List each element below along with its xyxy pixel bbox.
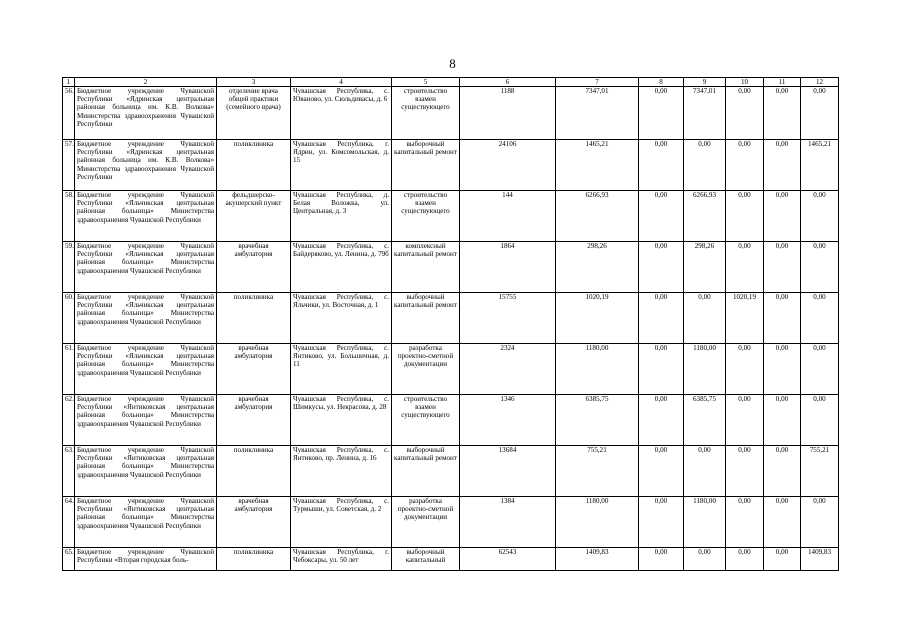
row-number: 64. [63, 497, 75, 548]
total-value: 755,21 [556, 446, 639, 497]
facility-type: поликлиника [217, 140, 291, 191]
value-col-12: 0,00 [801, 242, 839, 293]
work-type: разработка проектно-сметной документации [392, 344, 460, 395]
institution-name: Бюджетное учреждение Чувашской Республики «Яльчикская центральная районная больница» Министерства здравоохранения Чувашской Республики [75, 344, 217, 395]
header-row [63, 78, 839, 87]
row-number: 57. [63, 140, 75, 191]
value-col-9: 0,00 [684, 293, 726, 344]
header-cell: 12 [801, 78, 839, 87]
value-col-10: 0,00 [726, 191, 764, 242]
area-value: 1384 [460, 497, 556, 548]
institution-name: Бюджетное учреждение Чувашской Республики «Янтиковская центральная районная больница» Министерства здравоохранения Чувашской Республики [75, 497, 217, 548]
row-number: 59. [63, 242, 75, 293]
value-col-8: 0,00 [639, 87, 684, 140]
facility-type: врачебная амбулатория [217, 497, 291, 548]
value-col-11: 0,00 [764, 344, 801, 395]
table-row [63, 191, 839, 242]
header-cell: 3 [217, 78, 291, 87]
facility-address: Чувашская Республика, д. Белая Воложка, ул. Центральная, д. 3 [291, 191, 392, 242]
value-col-10: 0,00 [726, 344, 764, 395]
facility-address: Чувашская Республика, с. Яльчики, ул. Восточная, д. 1 [291, 293, 392, 344]
facility-type: отделение врача общей практики (семейного врача) [217, 87, 291, 140]
facility-address: Чувашская Республика, с. Шимкусы, ул. Некрасова, д. 28 [291, 395, 392, 446]
page-number: 8 [449, 56, 456, 71]
header-cell: 11 [764, 78, 801, 87]
table-row [63, 344, 839, 395]
value-col-11: 0,00 [764, 548, 801, 571]
total-value: 1180,00 [556, 344, 639, 395]
area-value: 1346 [460, 395, 556, 446]
work-type: выборочный капитальный ремонт [392, 293, 460, 344]
value-col-10: 0,00 [726, 140, 764, 191]
value-col-10: 0,00 [726, 395, 764, 446]
row-number: 61. [63, 344, 75, 395]
header-cell: 5 [392, 78, 460, 87]
value-col-9: 298,26 [684, 242, 726, 293]
facility-address: Чувашская Республика, г. Чебоксары, ул. 50 лет [291, 548, 392, 571]
table-row [63, 140, 839, 191]
facility-address: Чувашская Республика, г. Ядрин, ул. Комсомольская, д. 15 [291, 140, 392, 191]
area-value: 1864 [460, 242, 556, 293]
total-value: 6266,93 [556, 191, 639, 242]
work-type: комплексный капитальный ремонт [392, 242, 460, 293]
table-row [63, 497, 839, 548]
value-col-9: 0,00 [684, 140, 726, 191]
work-type: разработка проектно-сметной документации [392, 497, 460, 548]
facility-type: фельдшерско-акушерский пункт [217, 191, 291, 242]
area-value: 13684 [460, 446, 556, 497]
header-cell: 10 [726, 78, 764, 87]
area-value: 62543 [460, 548, 556, 571]
table-row [63, 293, 839, 344]
table-row [63, 446, 839, 497]
area-value: 1188 [460, 87, 556, 140]
work-type: выборочный капитальный [392, 548, 460, 571]
total-value: 1020,19 [556, 293, 639, 344]
value-col-10: 0,00 [726, 548, 764, 571]
value-col-9: 0,00 [684, 548, 726, 571]
table-body [63, 87, 839, 571]
value-col-10: 0,00 [726, 242, 764, 293]
value-col-9: 6385,75 [684, 395, 726, 446]
value-col-11: 0,00 [764, 395, 801, 446]
work-type: строительство взамен существующего [392, 395, 460, 446]
value-col-10: 0,00 [726, 497, 764, 548]
value-col-9: 7347,01 [684, 87, 726, 140]
total-value: 1465,21 [556, 140, 639, 191]
value-col-11: 0,00 [764, 446, 801, 497]
value-col-12: 0,00 [801, 293, 839, 344]
value-col-8: 0,00 [639, 191, 684, 242]
work-type: выборочный капитальный ремонт [392, 446, 460, 497]
institution-name: Бюджетное учреждение Чувашской Республики «Яльчикская центральная районная больница» Министерства здравоохранения Чувашской Республики [75, 191, 217, 242]
area-value: 144 [460, 191, 556, 242]
value-col-12: 0,00 [801, 344, 839, 395]
facility-address: Чувашская Республика, с. Турмыши, ул. Советская, д. 2 [291, 497, 392, 548]
value-col-11: 0,00 [764, 242, 801, 293]
value-col-8: 0,00 [639, 548, 684, 571]
value-col-11: 0,00 [764, 140, 801, 191]
value-col-12: 1409,83 [801, 548, 839, 571]
data-table [62, 77, 839, 571]
value-col-9: 1180,00 [684, 497, 726, 548]
header-cell: 7 [556, 78, 639, 87]
header-cell: 4 [291, 78, 392, 87]
header-cell: 1 [63, 78, 75, 87]
institution-name: Бюджетное учреждение Чувашской Республики «Ядринская центральная районная больница им. К.В. Волкова» Министерства здравоохранения Чувашской Республики [75, 140, 217, 191]
facility-type: поликлиника [217, 446, 291, 497]
value-col-9: 1180,00 [684, 344, 726, 395]
value-col-10: 1020,19 [726, 293, 764, 344]
value-col-12: 0,00 [801, 395, 839, 446]
facility-address: Чувашская Республика, с. Янтиково, ул. Большичная, д. 11 [291, 344, 392, 395]
row-number: 62. [63, 395, 75, 446]
header-cell: 2 [75, 78, 217, 87]
facility-type: поликлиника [217, 293, 291, 344]
total-value: 298,26 [556, 242, 639, 293]
institution-name: Бюджетное учреждение Чувашской Республики «Яльчикская центральная районная больница» Министерства здравоохранения Чувашской Республики [75, 293, 217, 344]
row-number: 63. [63, 446, 75, 497]
area-value: 24106 [460, 140, 556, 191]
value-col-8: 0,00 [639, 344, 684, 395]
institution-name: Бюджетное учреждение Чувашской Республики «Янтиковская центральная районная больница» Министерства здравоохранения Чувашской Республики [75, 395, 217, 446]
value-col-12: 0,00 [801, 191, 839, 242]
header-cell: 6 [460, 78, 556, 87]
facility-address: Чувашская Республика, с. Байдеряково, ул. Ленина, д. 79б [291, 242, 392, 293]
row-number: 65. [63, 548, 75, 571]
value-col-9: 0,00 [684, 446, 726, 497]
value-col-12: 755,21 [801, 446, 839, 497]
value-col-11: 0,00 [764, 293, 801, 344]
value-col-8: 0,00 [639, 497, 684, 548]
value-col-12: 0,00 [801, 87, 839, 140]
value-col-11: 0,00 [764, 191, 801, 242]
value-col-12: 0,00 [801, 497, 839, 548]
table-row [63, 87, 839, 140]
value-col-11: 0,00 [764, 87, 801, 140]
value-col-8: 0,00 [639, 395, 684, 446]
total-value: 1409,83 [556, 548, 639, 571]
facility-address: Чувашская Республика, с. Янтиково, пр. Ленина, д. 16 [291, 446, 392, 497]
work-type: строительство взамен существующего [392, 191, 460, 242]
facility-type: врачебная амбулатория [217, 344, 291, 395]
header-cell: 8 [639, 78, 684, 87]
row-number: 56. [63, 87, 75, 140]
value-col-12: 1465,21 [801, 140, 839, 191]
facility-address: Чувашская Республика, с. Юваново, ул. Сюльдивасы, д. 6 [291, 87, 392, 140]
area-value: 2324 [460, 344, 556, 395]
facility-type: поликлиника [217, 548, 291, 571]
institution-name: Бюджетное учреждение Чувашской Республики «Вторая городская боль- [75, 548, 217, 571]
total-value: 1180,00 [556, 497, 639, 548]
work-type: выборочный капитальный ремонт [392, 140, 460, 191]
area-value: 15755 [460, 293, 556, 344]
value-col-8: 0,00 [639, 242, 684, 293]
value-col-11: 0,00 [764, 497, 801, 548]
facility-type: врачебная амбулатория [217, 242, 291, 293]
institution-name: Бюджетное учреждение Чувашской Республики «Ядринская центральная районная больница им. К.В. Волкова» Министерства здравоохранения Чувашской Республики [75, 87, 217, 140]
total-value: 6385,75 [556, 395, 639, 446]
header-cell: 9 [684, 78, 726, 87]
work-type: строительство взамен существующего [392, 87, 460, 140]
value-col-9: 6266,93 [684, 191, 726, 242]
institution-name: Бюджетное учреждение Чувашской Республики «Яльчикская центральная районная больница» Министерства здравоохранения Чувашской Республики [75, 242, 217, 293]
total-value: 7347,01 [556, 87, 639, 140]
facility-type: врачебная амбулатория [217, 395, 291, 446]
value-col-10: 0,00 [726, 87, 764, 140]
value-col-10: 0,00 [726, 446, 764, 497]
row-number: 60. [63, 293, 75, 344]
table-row [63, 395, 839, 446]
value-col-8: 0,00 [639, 446, 684, 497]
value-col-8: 0,00 [639, 293, 684, 344]
table-row [63, 242, 839, 293]
table-row [63, 548, 839, 571]
value-col-8: 0,00 [639, 140, 684, 191]
row-number: 58. [63, 191, 75, 242]
institution-name: Бюджетное учреждение Чувашской Республики «Янтиковская центральная районная больница» Министерства здравоохранения Чувашской Республики [75, 446, 217, 497]
